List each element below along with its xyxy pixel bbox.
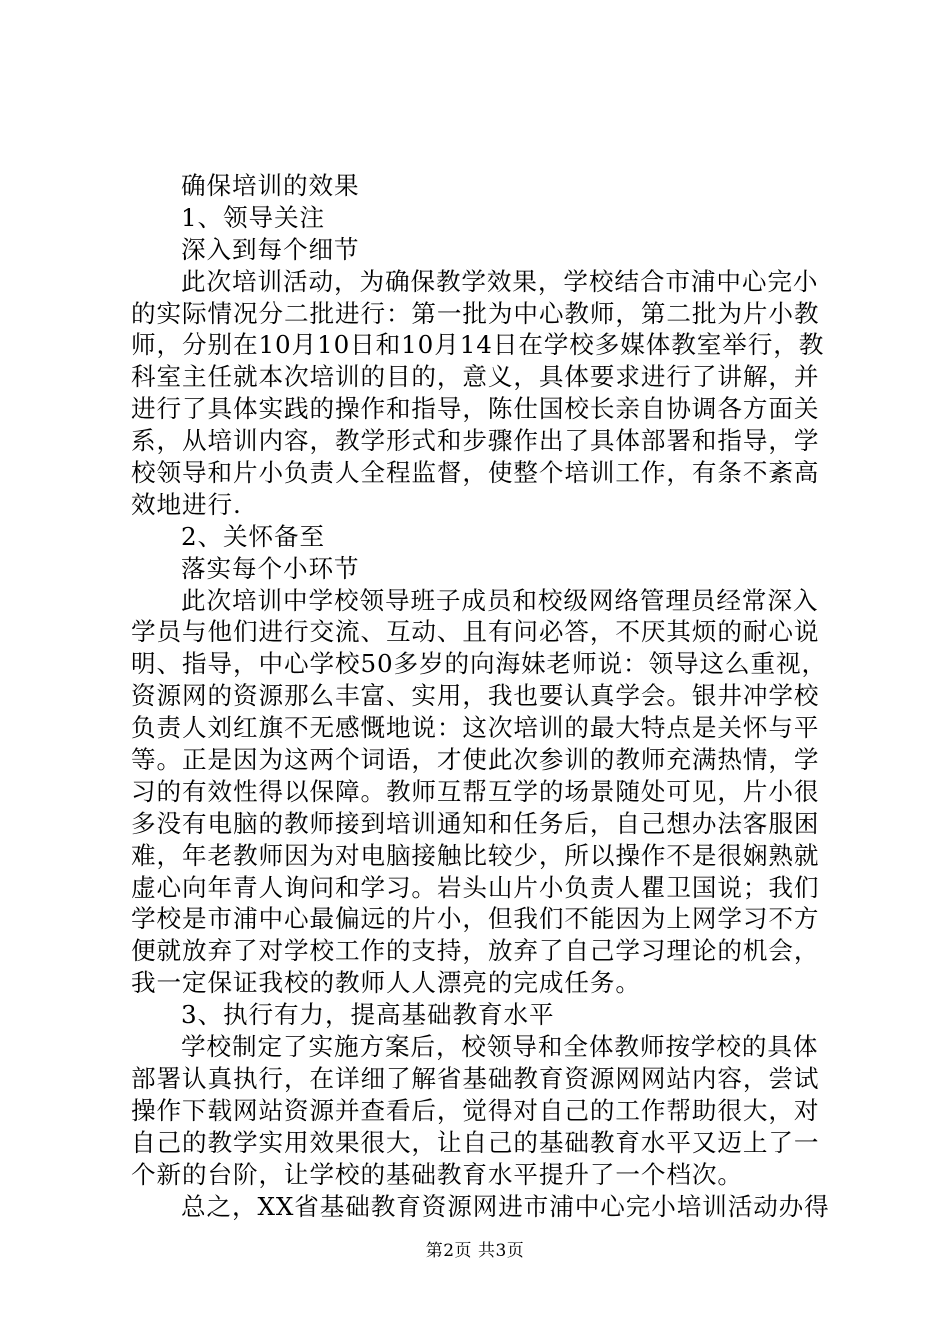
text-line: 学员与他们进行交流、互动、且有问必答，不厌其烦的耐心说 (131, 617, 820, 647)
text-line: 校领导和片小负责人全程监督，使整个培训工作，有条不紊高 (131, 458, 820, 488)
text-line: 等。正是因为这两个词语，才使此次参训的教师充满热情，学 (131, 745, 820, 775)
text-line: 学校制定了实施方案后，校领导和全体教师按学校的具体 (181, 1032, 819, 1062)
text-line: 习的有效性得以保障。教师互帮互学的场景随处可见，片小很 (131, 776, 820, 806)
text-line: 多没有电脑的教师接到培训通知和任务后，自己想办法客服困 (131, 808, 820, 838)
text-line: 1、领导关注 (181, 202, 326, 232)
page-footer: 第2页 共3页 (425, 1241, 525, 1261)
text-line: 系，从培训内容，教学形式和步骤作出了具体部署和指导，学 (131, 426, 820, 456)
text-line: 明、指导，中心学校50多岁的向海妹老师说：领导这么重视， (131, 649, 827, 679)
text-line: 进行了具体实践的操作和指导，陈仕国校长亲自协调各方面关 (131, 394, 820, 424)
text-line: 此次培训中学校领导班子成员和校级网络管理员经常深入 (181, 585, 819, 615)
text-line: 虚心向年青人询问和学习。岩头山片小负责人瞿卫国说；我们 (131, 872, 820, 902)
text-line: 师，分别在10月10日和10月14日在学校多媒体教室举行，教 (131, 330, 825, 360)
text-line: 部署认真执行，在详细了解省基础教育资源网网站内容，尝试 (131, 1063, 820, 1093)
text-line: 深入到每个细节 (181, 234, 360, 264)
text-line: 操作下载网站资源并查看后，觉得对自己的工作帮助很大，对 (131, 1095, 820, 1125)
text-line: 落实每个小环节 (181, 553, 360, 583)
document-body (131, 170, 831, 1222)
text-line: 此次培训活动，为确保教学效果，学校结合市浦中心完小 (181, 266, 819, 296)
text-line: 的实际情况分二批进行：第一批为中心教师，第二批为片小教 (131, 298, 820, 328)
text-line: 个新的台阶，让学校的基础教育水平提升了一个档次。 (131, 1159, 743, 1189)
text-line: 确保培训的效果 (181, 171, 360, 200)
text-line: 科室主任就本次培训的目的，意义，具体要求进行了讲解，并 (131, 362, 820, 392)
text-line: 资源网的资源那么丰富、实用，我也要认真学会。银井冲学校 (131, 681, 820, 711)
text-line: 自己的教学实用效果很大，让自己的基础教育水平又迈上了一 (131, 1127, 820, 1157)
text-line: 总之，XX省基础教育资源网进市浦中心完小培训活动办得 (181, 1191, 830, 1221)
text-line: 3、执行有力，提高基础教育水平 (181, 1000, 555, 1030)
text-line: 负责人刘红旗不无感慨地说：这次培训的最大特点是关怀与平 (131, 713, 820, 743)
text-line: 难，年老教师因为对电脑接触比较少，所以操作不是很娴熟就 (131, 840, 820, 870)
text-line: 学校是市浦中心最偏远的片小，但我们不能因为上网学习不方 (131, 904, 820, 934)
text-line: 效地进行. (131, 489, 242, 519)
text-line: 便就放弃了对学校工作的支持，放弃了自己学习理论的机会， (131, 936, 820, 966)
text-line: 我一定保证我校的教师人人漂亮的完成任务。 (131, 968, 641, 998)
text-line: 2、关怀备至 (181, 521, 326, 551)
